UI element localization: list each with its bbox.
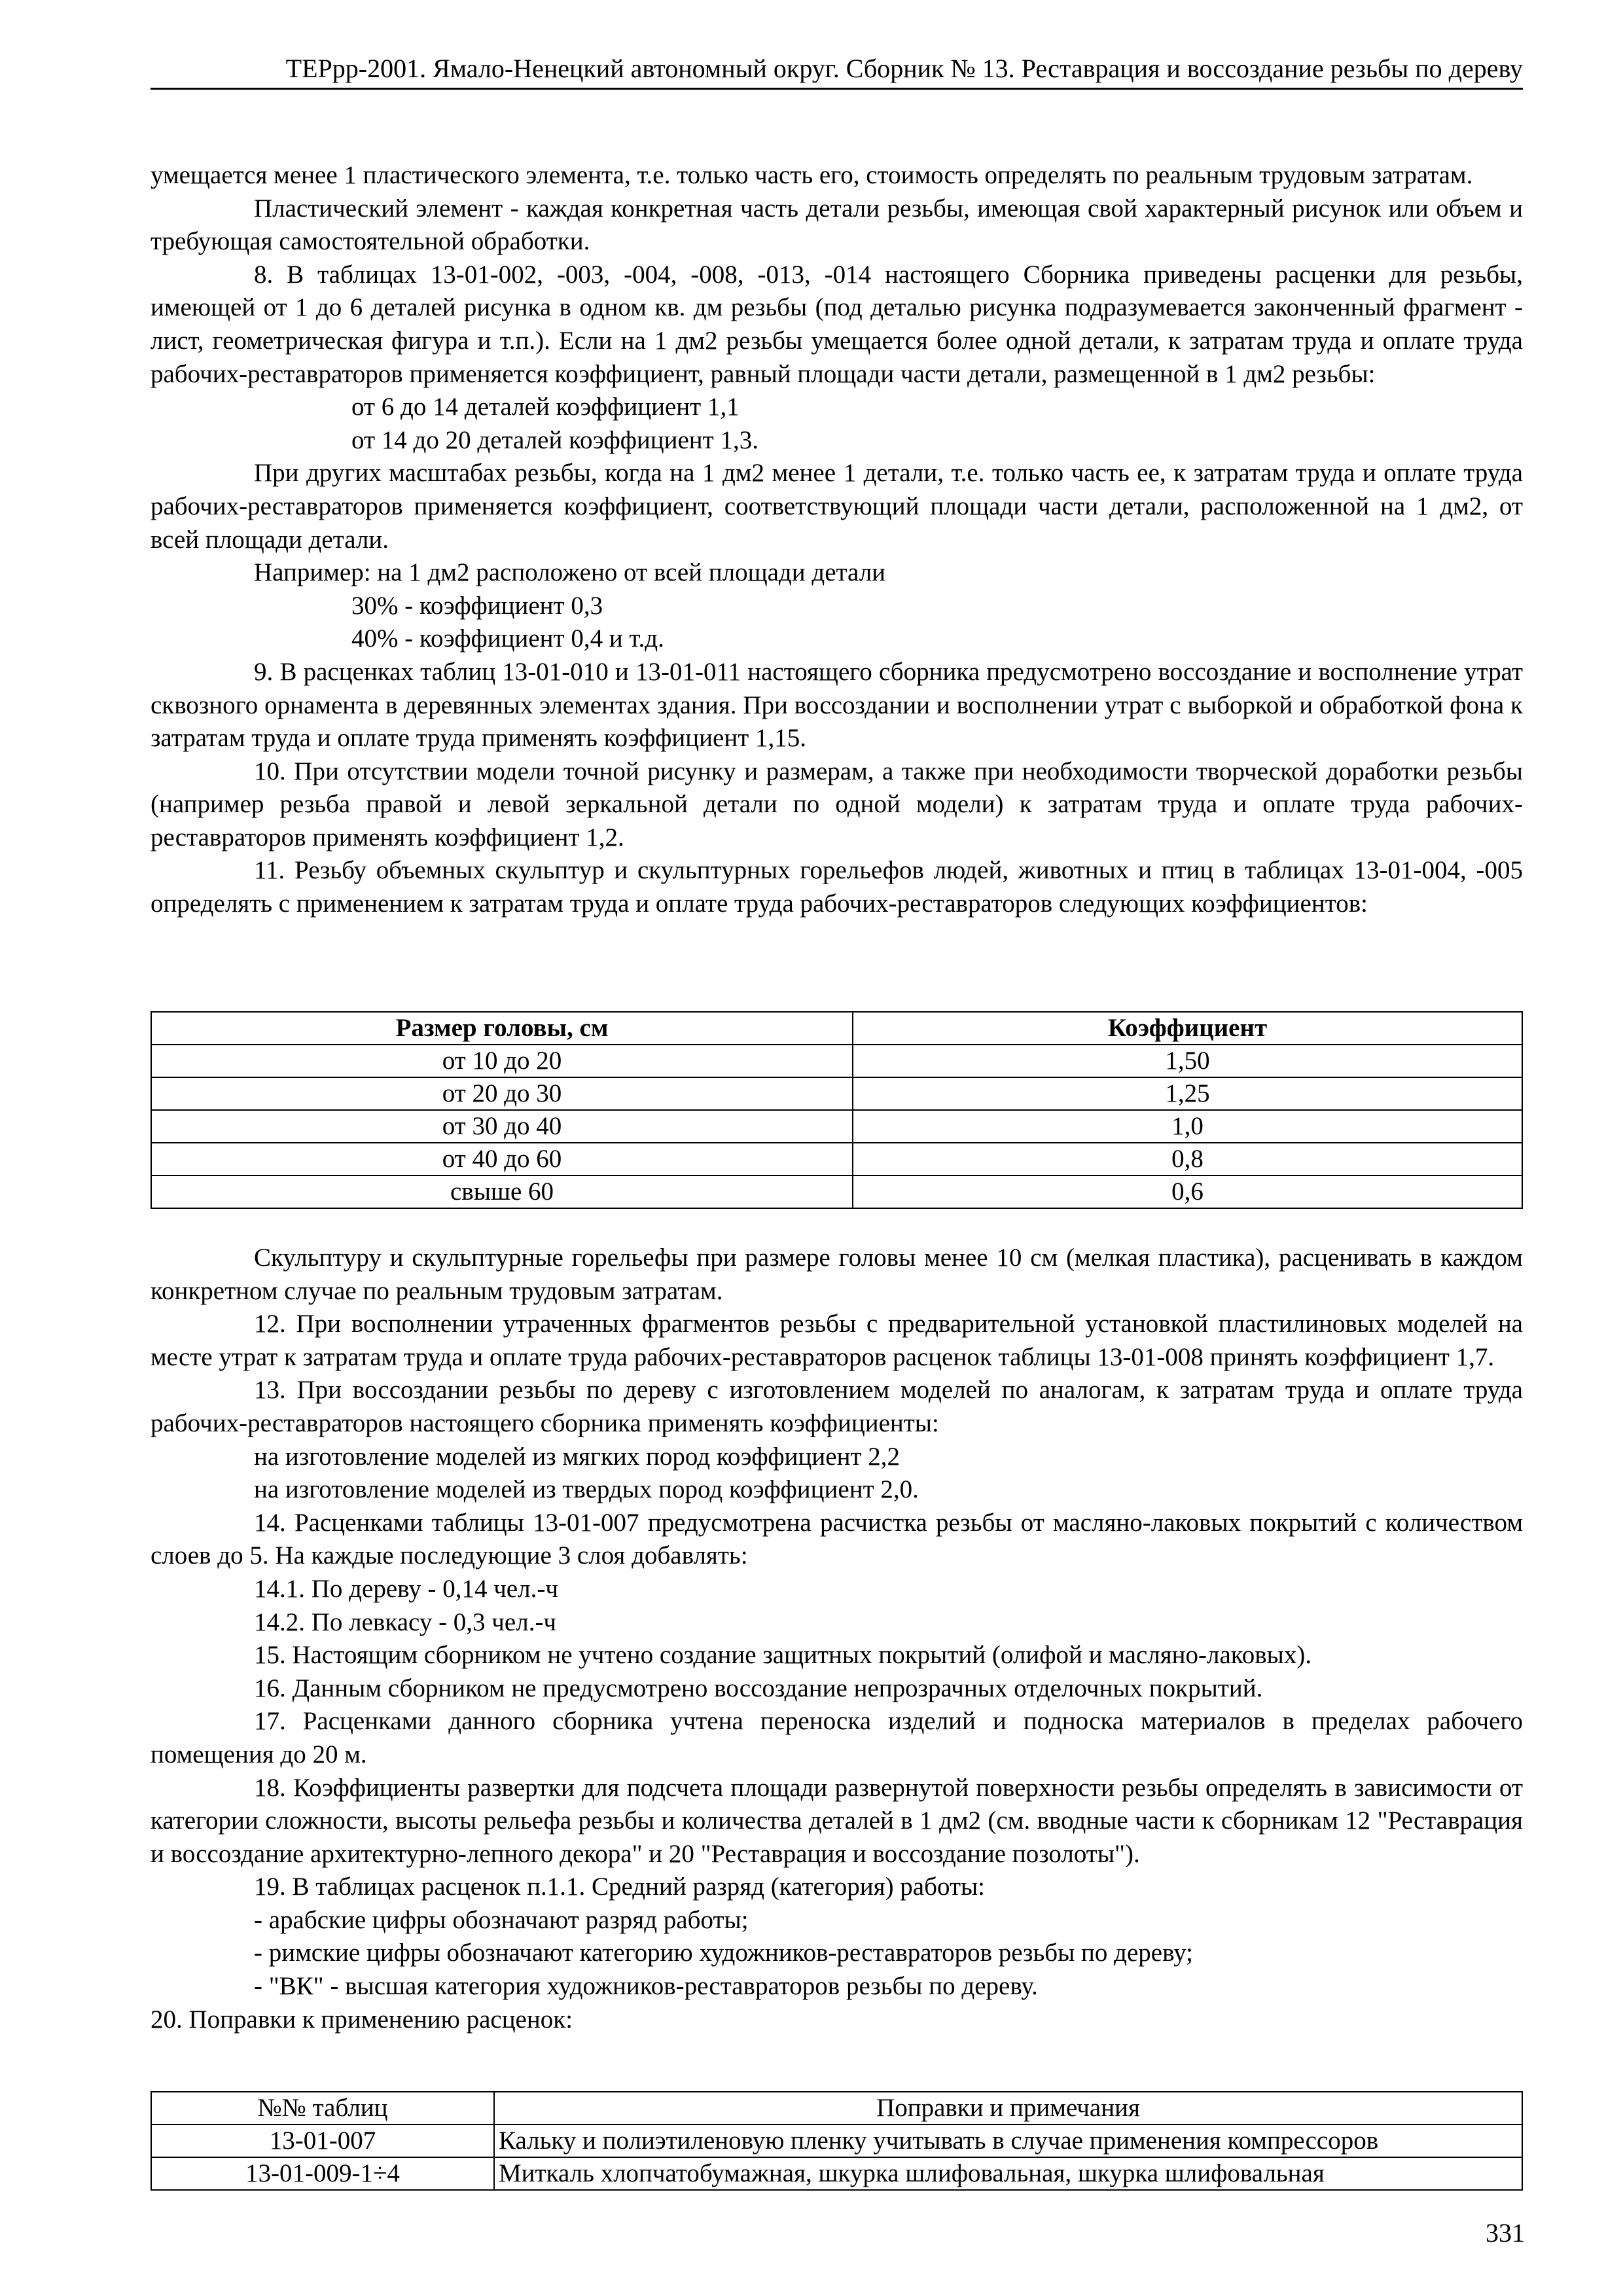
table-cell: 13-01-007 (151, 2125, 494, 2157)
paragraph: 30% - коэффициент 0,3 (351, 591, 603, 620)
table-row (151, 1077, 1522, 1110)
table-cell: Кальку и полиэтиленовую пленку учитывать в случае применения компрессоров (494, 2125, 1522, 2157)
paragraph: Пластический элемент - каждая конкретная часть детали резьбы, имеющая свой характерный рисунок или объем и требующая самостоятельной обработки. (151, 194, 1523, 256)
paragraph: умещается менее 1 пластического элемента, т.е. только часть его, стоимость определять по реальным трудовым затратам. (151, 161, 1473, 189)
table-cell: от 10 до 20 (151, 1045, 853, 1077)
paragraph: - "ВК" - высшая категория художников-реставраторов резьбы по дереву. (254, 1972, 1038, 2001)
paragraph: 9. В расценках таблиц 13-01-010 и 13-01-011 настоящего сборника предусмотрено воссоздание и восполнение утрат сквозного орнамента в деревянных элементах здания. При воссоздании и восполнении утрат с выборкой и обработкой фона к затратам труда и оплате труда применять коэффициент 1,15. (151, 657, 1523, 753)
text-block-1 (151, 159, 1523, 921)
paragraph: 14. Расценками таблицы 13-01-007 предусмотрена расчистка резьбы от масляно-лаковых покрытий с количеством слоев до 5. На каждые последующие 3 слоя добавлять: (151, 1508, 1523, 1570)
paragraph: При других масштабах резьбы, когда на 1 дм2 менее 1 детали, т.е. только часть ее, к затратам труда и оплате труда рабочих-реставраторов применяется коэффициент, соответствующий площади части детали, расположенной на 1 дм2, от всей площади детали. (151, 459, 1523, 554)
paragraph: 13. При воссоздании резьбы по дереву с изготовлением моделей по аналогам, к затратам труда и оплате труда рабочих-реставраторов настоящего сборника применять коэффициенты: (151, 1376, 1523, 1437)
table-cell: 0,8 (853, 1143, 1522, 1175)
table-row (151, 1175, 1522, 1208)
table-cell: 1,50 (853, 1045, 1522, 1077)
paragraph: Скульптуру и скульптурные горельефы при размере головы менее 10 см (мелкая пластика), расценивать в каждом конкретном случае по реальным трудовым затратам. (151, 1244, 1523, 1305)
table-cell: 1,25 (853, 1077, 1522, 1110)
paragraph: на изготовление моделей из мягких пород коэффициент 2,2 (254, 1442, 900, 1471)
paragraph: 18. Коэффициенты развертки для подсчета площади развернутой поверхности резьбы определять в зависимости от категории сложности, высоты рельефа резьбы и количества деталей в 1 дм2 (см. вводные части к сборникам 12 "Реставрация и воссоздание архитектурно-лепного декора" и 20 "Реставрация и воссоздание позолоты"). (151, 1773, 1523, 1868)
paragraph: на изготовление моделей из твердых пород коэффициент 2,0. (254, 1475, 919, 1504)
table-row (151, 2157, 1522, 2190)
paragraph: 17. Расценками данного сборника учтена переноска изделий и подноска материалов в пределах рабочего помещения до 20 м. (151, 1707, 1523, 1768)
table-row (151, 1110, 1522, 1143)
column-header: Размер головы, см (151, 1012, 853, 1045)
page-number: 331 (1486, 2218, 1525, 2248)
corrections-table (151, 2091, 1523, 2191)
text-block-2 (151, 1242, 1523, 2036)
column-header: Коэффициент (853, 1012, 1522, 1045)
running-header: ТЕРрр-2001. Ямало-Ненецкий автономный округ. Сборник № 13. Реставрация и воссоздание резьбы по дереву (151, 52, 1523, 90)
table-cell: от 20 до 30 (151, 1077, 853, 1110)
table-cell: Миткаль хлопчатобумажная, шкурка шлифовальная, шкурка шлифовальная (494, 2157, 1522, 2190)
paragraph: Например: на 1 дм2 расположено от всей площади детали (254, 558, 886, 587)
paragraph: - арабские цифры обозначают разряд работы; (254, 1905, 749, 1934)
head-size-coefficient-table (151, 1011, 1523, 1209)
paragraph: 8. В таблицах 13-01-002, -003, -004, -008, -013, -014 настоящего Сборника приведены расценки для резьбы, имеющей от 1 до 6 деталей рисунка в одном кв. дм резьбы (под деталью рисунка подразумевается законченный фрагмент - лист, геометрическая фигура и т.п.). Если на 1 дм2 резьбы умещается более одной детали, к затратам труда и оплате труда рабочих-реставраторов применяется коэффициент, равный площади части детали, размещенной в 1 дм2 резьбы: (151, 260, 1523, 388)
table-cell: свыше 60 (151, 1175, 853, 1208)
table-cell: 1,0 (853, 1110, 1522, 1143)
table-row (151, 2125, 1522, 2157)
column-header: №№ таблиц (151, 2092, 494, 2125)
paragraph: 20. Поправки к применению расценок: (151, 2005, 573, 2034)
table-cell: от 30 до 40 (151, 1110, 853, 1143)
paragraph: от 6 до 14 деталей коэффициент 1,1 (351, 393, 740, 422)
table-row (151, 1143, 1522, 1175)
paragraph: 14.1. По дереву - 0,14 чел.-ч (254, 1574, 558, 1603)
paragraph: 11. Резьбу объемных скульптур и скульптурных горельефов людей, животных и птиц в таблицах 13-01-004, -005 определять с применением к затратам труда и оплате труда рабочих-реставраторов следующих коэффициентов: (151, 856, 1523, 918)
paragraph: 12. При восполнении утраченных фрагментов резьбы с предварительной установкой пластилиновых моделей на месте утрат к затратам труда и оплате труда рабочих-реставраторов расценок таблицы 13-01-008 принять коэффициент 1,7. (151, 1310, 1523, 1371)
paragraph: 10. При отсутствии модели точной рисунку и размерам, а также при необходимости творческой доработки резьбы (например резьба правой и левой зеркальной детали по одной модели) к затратам труда и оплате труда рабочих-реставраторов применять коэффициент 1,2. (151, 757, 1523, 852)
paragraph: - римские цифры обозначают категорию художников-реставраторов резьбы по дереву; (254, 1939, 1194, 1967)
table-cell: 0,6 (853, 1175, 1522, 1208)
table-cell: от 40 до 60 (151, 1143, 853, 1175)
paragraph: 16. Данным сборником не предусмотрено воссоздание непрозрачных отделочных покрытий. (254, 1674, 1263, 1702)
table-cell: 13-01-009-1÷4 (151, 2157, 494, 2190)
column-header: Поправки и примечания (494, 2092, 1522, 2125)
table-row (151, 1045, 1522, 1077)
paragraph: 14.2. По левкасу - 0,3 чел.-ч (254, 1607, 557, 1636)
paragraph: 19. В таблицах расценок п.1.1. Средний разряд (категория) работы: (254, 1873, 986, 1901)
paragraph: 40% - коэффициент 0,4 и т.д. (351, 624, 664, 653)
paragraph: от 14 до 20 деталей коэффициент 1,3. (351, 425, 758, 454)
paragraph: 15. Настоящим сборником не учтено создание защитных покрытий (олифой и масляно-лаковых). (254, 1641, 1312, 1670)
